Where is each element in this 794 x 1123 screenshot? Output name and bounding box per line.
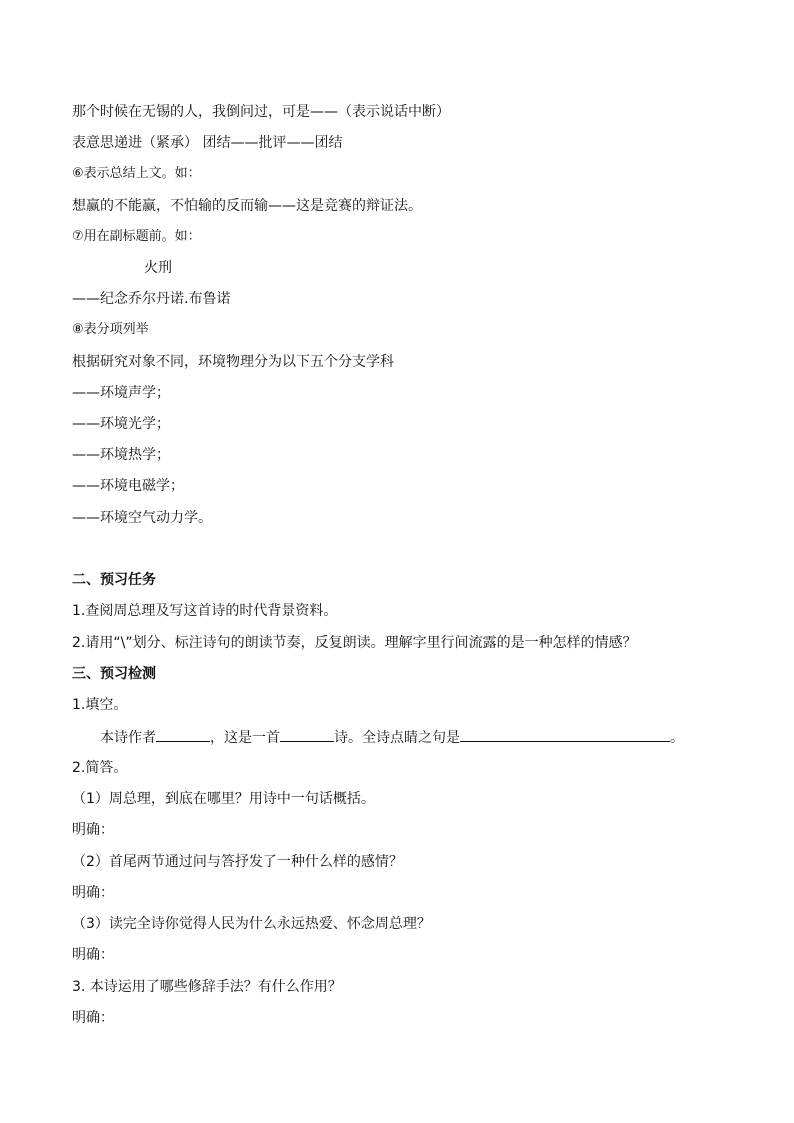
author-blank[interactable] [156, 727, 210, 742]
genre-blank[interactable] [280, 727, 334, 742]
answer-label-2: 明确： [72, 885, 114, 901]
text-line-9: 根据研究对象不同，环境物理分为以下五个分支学科 [72, 354, 394, 370]
section-3-heading: 三、预习检测 [72, 666, 156, 682]
poem-title: 火刑 [144, 260, 172, 276]
question-2-3: （3）读完全诗你觉得人民为什么永远热爱、怀念周总理？ [72, 916, 431, 932]
fill-text-end: 。 [670, 730, 684, 746]
text-line-8: ⑧表分项列举 [72, 322, 149, 337]
section-2-heading: 二、预习任务 [72, 572, 156, 588]
text-line-2: 表意思递进（紧承） 团结——批评——团结 [72, 135, 343, 151]
question-3: 3. 本诗运用了哪些修辞手法？有什么作用？ [72, 979, 342, 995]
list-item-thermal: ——环境热学； [72, 447, 170, 463]
question-2-1: （1）周总理，到底在哪里？用诗中一句话概括。 [72, 791, 375, 807]
fill-text-author: 本诗作者 [100, 730, 156, 746]
text-line-4: 想赢的不能赢，不怕输的反而输——这是竞赛的辩证法。 [72, 198, 422, 214]
answer-label-3: 明确： [72, 947, 114, 963]
list-item-optics: ——环境光学； [72, 416, 170, 432]
answer-label-4: 明确： [72, 1010, 114, 1026]
answer-label-1: 明确： [72, 822, 114, 838]
fill-in-line [100, 727, 684, 748]
fill-text-genre: ，这是一首 [210, 730, 280, 746]
fill-text-key-line: 诗。全诗点睛之句是 [334, 730, 460, 746]
task-item-1: 1.查阅周总理及写这首诗的时代背景资料。 [72, 603, 338, 619]
text-line-1: 那个时候在无锡的人，我倒问过，可是——（表示说话中断） [72, 104, 450, 120]
list-item-aerodynamics: ——环境空气动力学。 [72, 510, 212, 526]
text-line-5: ⑦用在副标题前。如： [72, 229, 201, 244]
task-item-2: 2.请用“\”划分、标注诗句的朗读节奏，反复朗读。理解字里行间流露的是一种怎样的情感？ [72, 635, 637, 651]
list-item-electromagnetic: ——环境电磁学； [72, 478, 184, 494]
question-2-2: （2）首尾两节通过问与答抒发了一种什么样的感情？ [72, 854, 403, 870]
question-1: 1.填空。 [72, 697, 128, 713]
question-2: 2.简答。 [72, 760, 128, 776]
list-item-acoustics: ——环境声学； [72, 385, 170, 401]
key-line-blank[interactable] [460, 727, 670, 742]
poem-subtitle: ——纪念乔尔丹诺.布鲁诺 [72, 291, 231, 307]
text-line-3: ⑥表示总结上文。如： [72, 166, 201, 181]
